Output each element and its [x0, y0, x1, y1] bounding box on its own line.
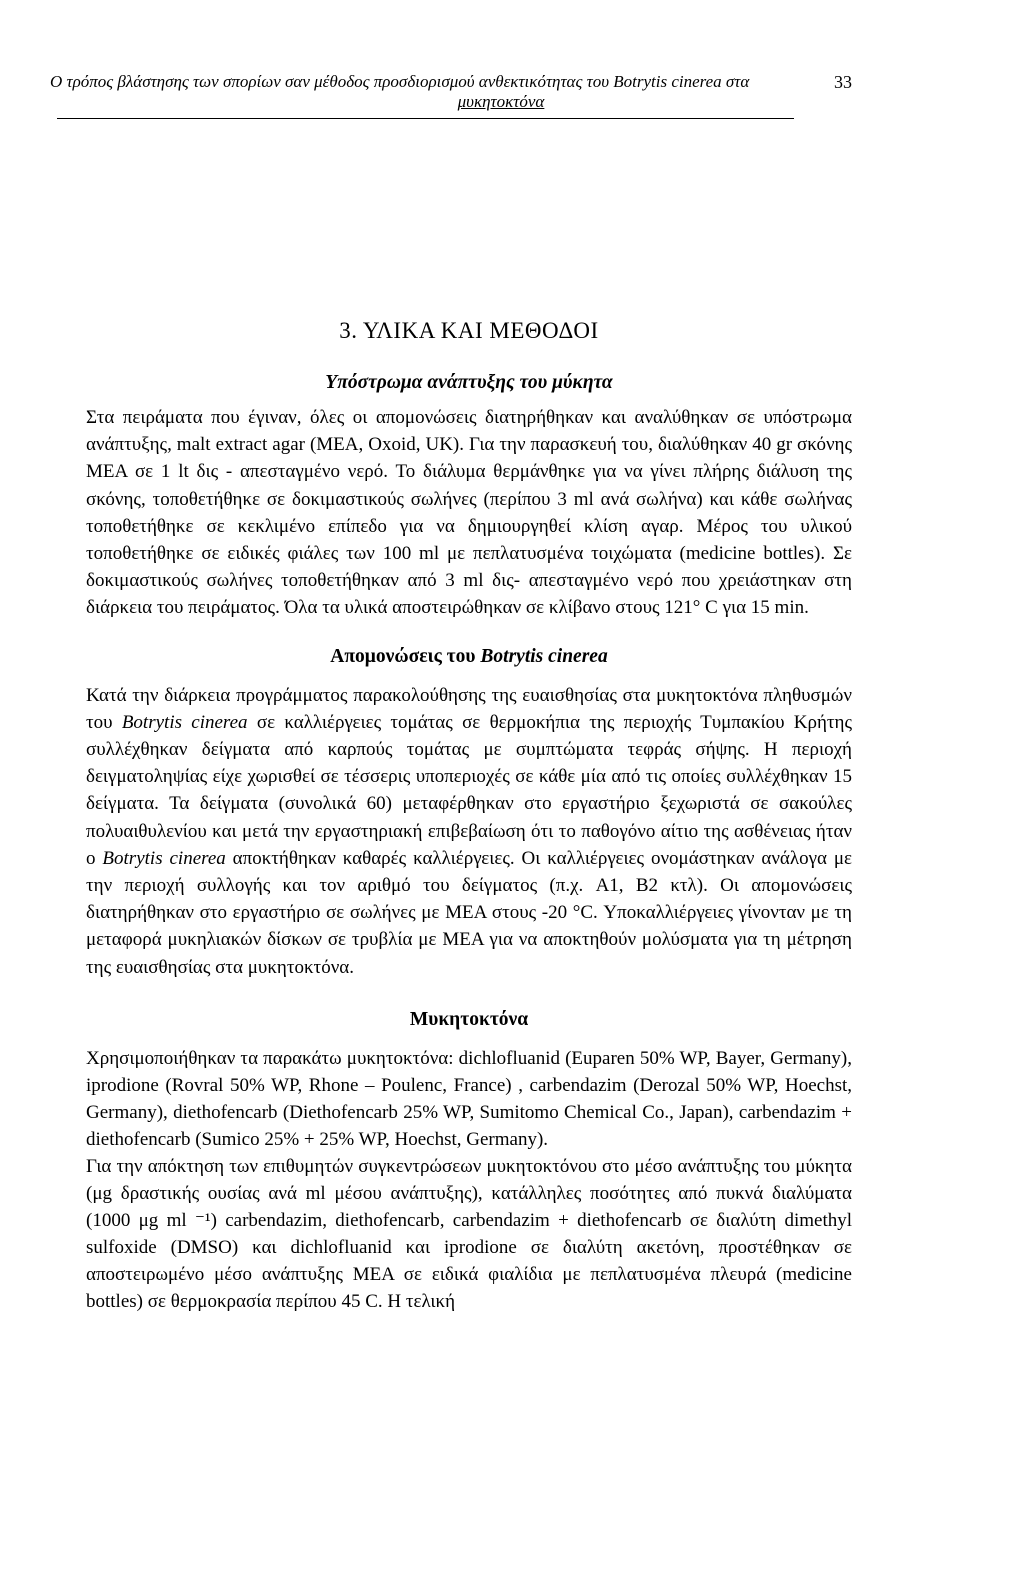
running-header [50, 72, 862, 112]
section-title: 3. ΥΛΙΚΑ ΚΑΙ ΜΕΘΟΔΟΙ [339, 318, 599, 343]
subsection-heading-fungicides: Μυκητοκτόνα [409, 1008, 529, 1030]
running-header-line1: Ο τρόπος βλάστησης των σπορίων σαν μέθοδος προσδιορισμού ανθεκτικότητας του Botrytis cinerea στα [50, 72, 750, 91]
isolates-species-1: Botrytis cinerea [121, 711, 248, 733]
running-header-line2: μυκητοκτόνα [457, 92, 545, 111]
paragraph-fungicides-preparation: Για την απόκτηση των επιθυμητών συγκεντρώσεων μυκητοκτόνου στο μέσο ανάπτυξης του μύκητα (μg δραστικής ουσίας ανά ml μέσου ανάπτυξης), κατάλληλες ποσότητες από πυκνά διαλύματα (1000 μg ml ⁻¹) carbendazim, diethofencarb, carbendazim + diethofencarb σε διαλύτη dimethyl sulfoxide (DMSO) και dichlofluanid και iprodione σε διαλύτη ακετόνη, προστέθηκαν σε αποστειρωμένο μέσο ανάπτυξης MEA σε ειδικά φιαλίδια με πεπλατυσμένα πλευρά (medicine bottles) σε θερμοκρασία περίπου 45 C. Η τελική [86, 1155, 852, 1312]
main-content [86, 318, 852, 1315]
spacer [86, 622, 852, 646]
isolates-text-2: σε καλλιέργειες τομάτας σε θερμοκήπια της περιοχής Τυμπακίου Κρήτης συλλέχθηκαν δείγματα από καρπούς τομάτας με συμπτώματα τεφράς σήψης. Η περιοχή δειγματοληψίας είχε χωρισθεί σε τέσσερις υποπεριοχές σε κάθε μία από τις οποίες συλλέχθηκαν 15 δείγματα. Τα δείγματα (συνολικά 60) μεταφέρθηκαν στο εργαστήριο ξεχωριστά σε σακούλες πολυαιθυλενίου και μετά την εργαστηριακή επιβεβαίωση ότι το παθογόνο αίτιο της ασθένειας ήταν ο [86, 711, 852, 869]
isolates-text-1: Κατά την διάρκεια προγράμματος παρακολούθησης της ευαισθησίας στα μυκητοκτόνα πληθυσμών του [86, 684, 852, 733]
isolates-species-2: Botrytis cinerea [102, 847, 226, 869]
heading-species: Botrytis cinerea [480, 645, 608, 667]
isolates-text-3: αποκτήθηκαν καθαρές καλλιέργειες. Οι καλλιέργειες ονομάστηκαν ανάλογα με την περιοχή συλλογής και τον αριθμό του δείγματος (π.χ. A1, B2 κτλ). Οι απομονώσεις διατηρήθηκαν στο εργαστήριο σε σωλήνες με MEA στους -20 °C. Υποκαλλιέργειες γίνονταν με τη μεταφορά μυκηλιακών δίσκων σε τρυβλία με MEA για να αποκτηθούν μολύσματα για τη μέτρηση της ευαισθησίας στα μυκητοκτόνα. [86, 847, 853, 978]
page-number: 33 [834, 72, 852, 92]
subsection-heading-isolates [86, 646, 852, 668]
subsection-heading-substrate: Υπόστρωμα ανάπτυξης του μύκητα [325, 372, 613, 393]
paragraph-substrate: Στα πειράματα που έγιναν, όλες οι απομονώσεις διατηρήθηκαν και αναλύθηκαν σε υπόστρωμα ανάπτυξης, malt extract agar (MEA, Oxoid, UK). Για την παρασκευή του, διαλύθηκαν 40 gr σκόνης MEA σε 1 lt δις - απεσταγμένο νερό. Το διάλυμα θερμάνθηκε για να γίνει πλήρης διάλυση της σκόνης, τοποθετήθηκε σε δοκιμαστικούς σωλήνες (περίπου 3 ml ανά σωλήνα) και κάθε σωλήνας τοποθετήθηκε σε κεκλιμένο επίπεδο για να δημιουργηθεί κλίση αγαρ. Μέρος του υλικού τοποθετήθηκε σε ειδικές φιάλες των 100 ml με πεπλατυσμένα τοιχώματα (medicine bottles). Σε δοκιμαστικούς σωλήνες τοποθετήθηκαν από 3 ml δις- απεσταγμένο νερό που χρειάστηκαν στη διάρκεια του πειράματος. Όλα τα υλικά αποστειρώθηκαν σε κλίβανο στους 121° C για 15 min. [86, 407, 852, 619]
header-rule [57, 118, 794, 119]
paragraph-isolates [86, 682, 852, 981]
paragraph-fungicides-list: Χρησιμοποιήθηκαν τα παρακάτω μυκητοκτόνα: dichlofluanid (Euparen 50% WP, Bayer, Germany), iprodione (Rovral 50% WP, Rhone – Poulenc, France) , carbendazim (Derozal 50% WP, Hoechst, Germany), diethofencarb (Diethofencarb 25% WP, Sumitomo Chemical Co., Japan), carbendazim + diethofencarb (Sumico 25% + 25% WP, Hoechst, Germany). [86, 1047, 852, 1150]
heading-prefix: Απομονώσεις του [330, 645, 481, 667]
spacer [86, 981, 852, 1009]
